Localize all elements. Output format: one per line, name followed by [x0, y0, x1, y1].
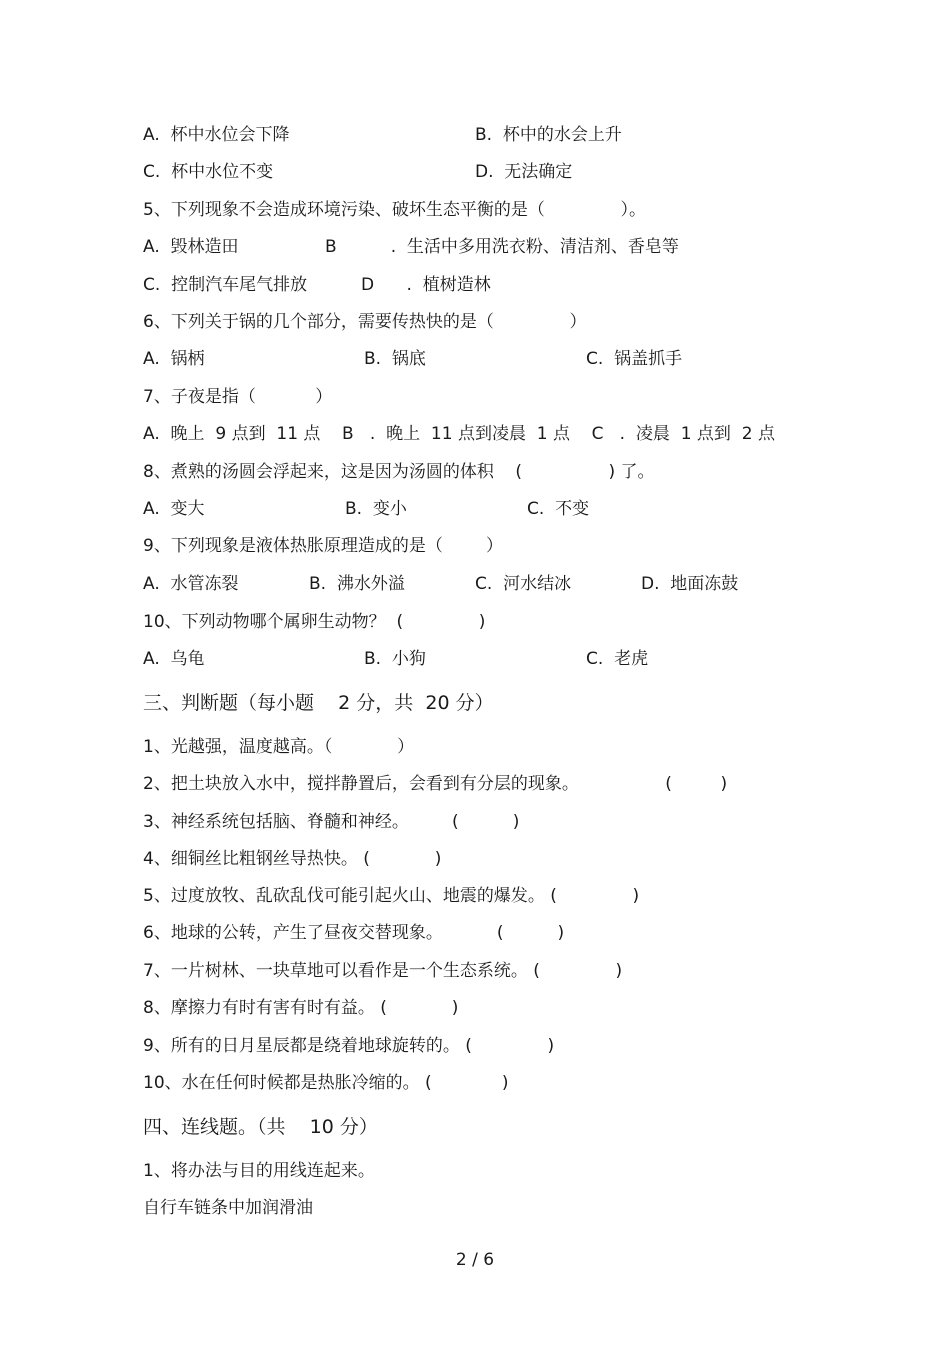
q9-option-a: A. 水管冻裂	[143, 574, 239, 594]
matching-item: 自行车链条中加润滑油	[143, 1198, 313, 1218]
q4-option-b: B. 杯中的水会上升	[475, 125, 622, 145]
q8-option-c: C. 不变	[527, 499, 590, 519]
judgement-item: 7、一片树林、一块草地可以看作是一个生态系统。 ( )	[143, 961, 623, 981]
q6-option-b: B. 锅底	[364, 349, 426, 369]
q7-stem: 7、子夜是指（ ）	[143, 387, 333, 407]
judgement-item: 2、把土块放入水中，搅拌静置后，会看到有分层的现象。 ( )	[143, 774, 728, 794]
judgement-item: 9、所有的日月星辰都是绕着地球旋转的。 ( )	[143, 1036, 555, 1056]
q9-option-c: C. 河水结冰	[475, 574, 572, 594]
q6-option-c: C. 锅盖抓手	[586, 349, 683, 369]
q5-stem: 5、下列现象不会造成环境污染、破坏生态平衡的是（ ）。	[143, 200, 646, 220]
judgement-item: 8、摩擦力有时有害有时有益。 ( )	[143, 998, 459, 1018]
q5-option-d: D . 植树造林	[361, 275, 491, 295]
q9-option-b: B. 沸水外溢	[309, 574, 405, 594]
q5-option-a: A. 毁林造田	[143, 237, 239, 257]
q9-option-d: D. 地面冻鼓	[641, 574, 739, 594]
q10-option-c: C. 老虎	[586, 649, 649, 669]
q7-options: A. 晚上 9 点到 11 点 B . 晚上 11 点到凌晨 1 点 C . 凌晨 1 点到 2 点	[143, 424, 775, 444]
q10-stem: 10、下列动物哪个属卵生动物？ ( )	[143, 612, 486, 632]
judgement-item: 10、水在任何时候都是热胀冷缩的。 ( )	[143, 1073, 509, 1093]
section4-title: 四、连线题。（共 10 分）	[143, 1116, 378, 1138]
q4-option-a: A. 杯中水位会下降	[143, 125, 290, 145]
q8-option-b: B. 变小	[345, 499, 407, 519]
q6-stem: 6、下列关于锅的几个部分，需要传热快的是（ ）	[143, 312, 587, 332]
q8-option-a: A. 变大	[143, 499, 205, 519]
q4-option-c: C. 杯中水位不变	[143, 162, 274, 182]
q5-option-c: C. 控制汽车尾气排放	[143, 275, 308, 295]
judgement-item: 4、细铜丝比粗钢丝导热快。 ( )	[143, 849, 442, 869]
section3-title: 三、判断题（每小题 2 分，共 20 分）	[143, 692, 494, 714]
judgement-item: 3、神经系统包括脑、脊髓和神经。 ( )	[143, 812, 520, 832]
judgement-item: 1、光越强，温度越高。（ ）	[143, 737, 415, 757]
q6-option-a: A. 锅柄	[143, 349, 205, 369]
q9-stem: 9、下列现象是液体热胀原理造成的是（ ）	[143, 536, 504, 556]
q8-stem: 8、煮熟的汤圆会浮起来，这是因为汤圆的体积 ( ) 了。	[143, 462, 655, 482]
matching-question: 1、将办法与目的用线连起来。	[143, 1161, 375, 1181]
q10-option-a: A. 乌龟	[143, 649, 205, 669]
q10-option-b: B. 小狗	[364, 649, 426, 669]
judgement-item: 5、过度放牧、乱砍乱伐可能引起火山、地震的爆发。 ( )	[143, 886, 640, 906]
judgement-item: 6、地球的公转，产生了昼夜交替现象。 ( )	[143, 923, 565, 943]
page-number: 2 / 6	[455, 1250, 495, 1270]
q4-option-d: D. 无法确定	[475, 162, 573, 182]
q5-option-b: B . 生活中多用洗衣粉、清洁剂、香皂等	[325, 237, 679, 257]
